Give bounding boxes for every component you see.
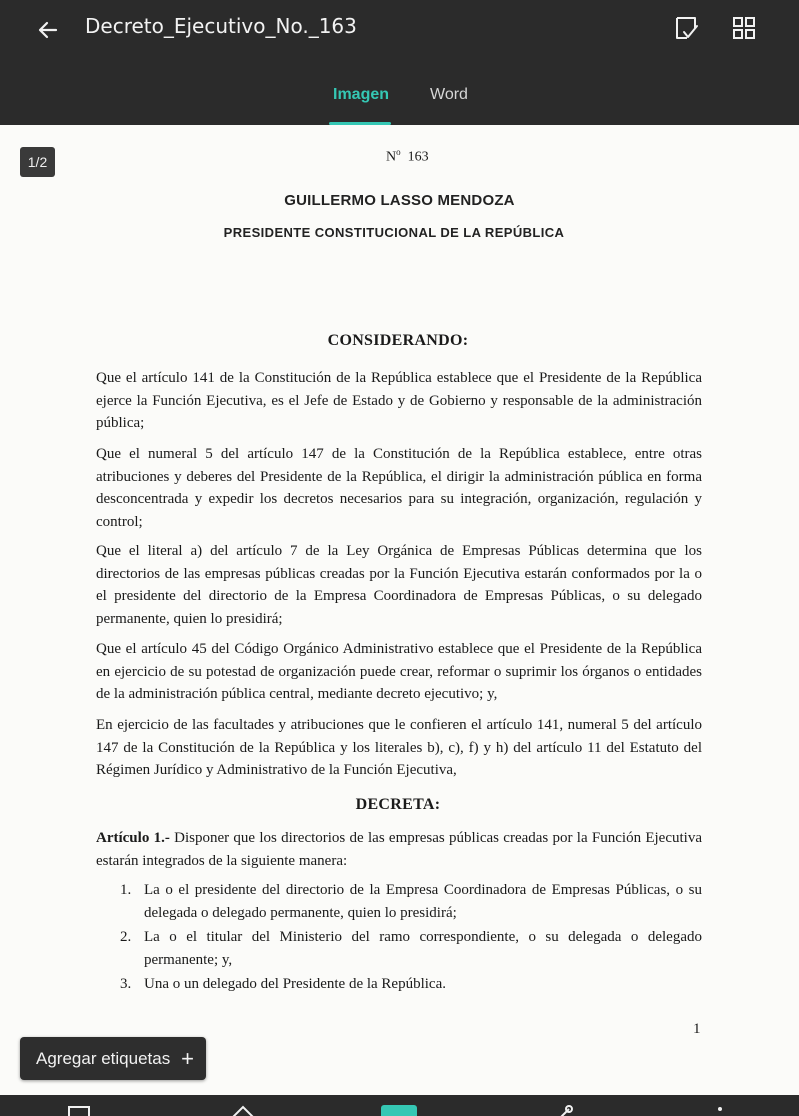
add-tags-button[interactable] bbox=[20, 1037, 206, 1080]
article-1-text: Disponer que los directorios de las empresas públicas creadas por la Función Ejecutiva estarán integrados de la siguiente manera: bbox=[96, 830, 702, 869]
home-icon[interactable] bbox=[231, 1105, 255, 1116]
number-sup: o bbox=[396, 147, 401, 157]
check-document-icon bbox=[672, 14, 700, 42]
paragraph: Que el literal a) del artículo 7 de la Ley Orgánica de Empresas Públicas determina que los directorios de las empresas públicas creadas por la Función Ejecutiva estarán conformados por la o el presidente del directorio de la Empresa Coordinadora de Empresas Públicas, o su delegado permanente, quien lo presidirá; bbox=[96, 543, 702, 627]
arrow-left-icon bbox=[36, 18, 60, 42]
list-item-text: La o el presidente del directorio de la Empresa Coordinadora de Empresas Públicas, o su delegada o delegado permanente, quien lo presidirá; bbox=[144, 882, 702, 921]
list-item-number: 2. bbox=[120, 929, 132, 945]
edit-icon[interactable] bbox=[381, 1105, 417, 1116]
list-item-number: 3. bbox=[120, 976, 132, 992]
more-icon[interactable] bbox=[708, 1105, 732, 1116]
number-value: 163 bbox=[407, 149, 429, 165]
back-button[interactable] bbox=[30, 12, 66, 48]
paragraph: En ejercicio de las facultades y atribuciones que le confieren el artículo 141, numeral 5 del artículo 147 de la Constitución de la República y los literales b), c), f) y h) del artículo 11 del Estatuto del Régimen Jurídico y Administrativo de la Función Ejecutiva, bbox=[96, 717, 702, 778]
tab-word[interactable]: Word bbox=[430, 86, 468, 103]
article-1-list bbox=[120, 879, 702, 998]
list-item-number: 1. bbox=[120, 882, 132, 898]
grid-view-button[interactable] bbox=[726, 10, 762, 46]
paragraph: Que el numeral 5 del artículo 147 de la Constitución de la República establece, entre otras atribuciones y deberes del Presidente de la República, el dirigir la administración pública en forma desconcentrada y expedir los decretos necesarios para su integración, organización, regulación y control; bbox=[96, 446, 702, 530]
sign-icon[interactable] bbox=[553, 1105, 577, 1116]
decree-number bbox=[386, 147, 429, 166]
number-prefix: N bbox=[386, 149, 397, 165]
considerando-heading: CONSIDERANDO: bbox=[327, 332, 469, 349]
bottom-toolbar bbox=[0, 1095, 799, 1116]
add-tags-label: Agregar etiquetas bbox=[36, 1049, 171, 1068]
share-icon[interactable] bbox=[67, 1105, 91, 1116]
tab-imagen[interactable]: Imagen bbox=[333, 86, 390, 103]
document-title: Decreto_Ejecutivo_No._163 bbox=[85, 14, 357, 38]
article-1-label: Artículo 1.- bbox=[96, 830, 170, 846]
list-item-text: La o el titular del Ministerio del ramo correspondiente, o su delegada o delegado permanente; y, bbox=[144, 929, 702, 968]
document-viewer[interactable] bbox=[0, 125, 799, 1095]
list-item bbox=[120, 973, 702, 996]
view-tabs bbox=[0, 62, 799, 125]
president-role: PRESIDENTE CONSTITUCIONAL DE LA REPÚBLICA bbox=[223, 225, 565, 240]
paragraph: Que el artículo 141 de la Constitución de la República establece que el Presidente de la República ejerce la Función Ejecutiva, es el Jefe de Estado y de Gobierno y responsable de la administración pública; bbox=[96, 370, 702, 431]
list-item bbox=[120, 879, 702, 924]
grid-view-icon bbox=[731, 15, 757, 41]
list-item bbox=[120, 926, 702, 971]
paragraph: Que el artículo 45 del Código Orgánico Administrativo establece que el Presidente de la República en ejercicio de su potestad de organización puede crear, reformar o suprimir los órganos o entidades de la administración pública central, mediante decreto ejecutivo; y, bbox=[96, 641, 702, 702]
page-number: 1 bbox=[693, 1021, 701, 1037]
check-document-button[interactable] bbox=[668, 10, 704, 46]
app-header bbox=[0, 0, 799, 62]
president-name: GUILLERMO LASSO MENDOZA bbox=[284, 192, 515, 209]
decreta-heading: DECRETA: bbox=[355, 796, 441, 813]
plus-icon: + bbox=[181, 1046, 194, 1071]
page-indicator-badge: 1/2 bbox=[20, 147, 55, 177]
list-item-text: Una o un delegado del Presidente de la República. bbox=[144, 976, 446, 992]
document-page bbox=[0, 125, 799, 1095]
article-1 bbox=[96, 827, 702, 872]
